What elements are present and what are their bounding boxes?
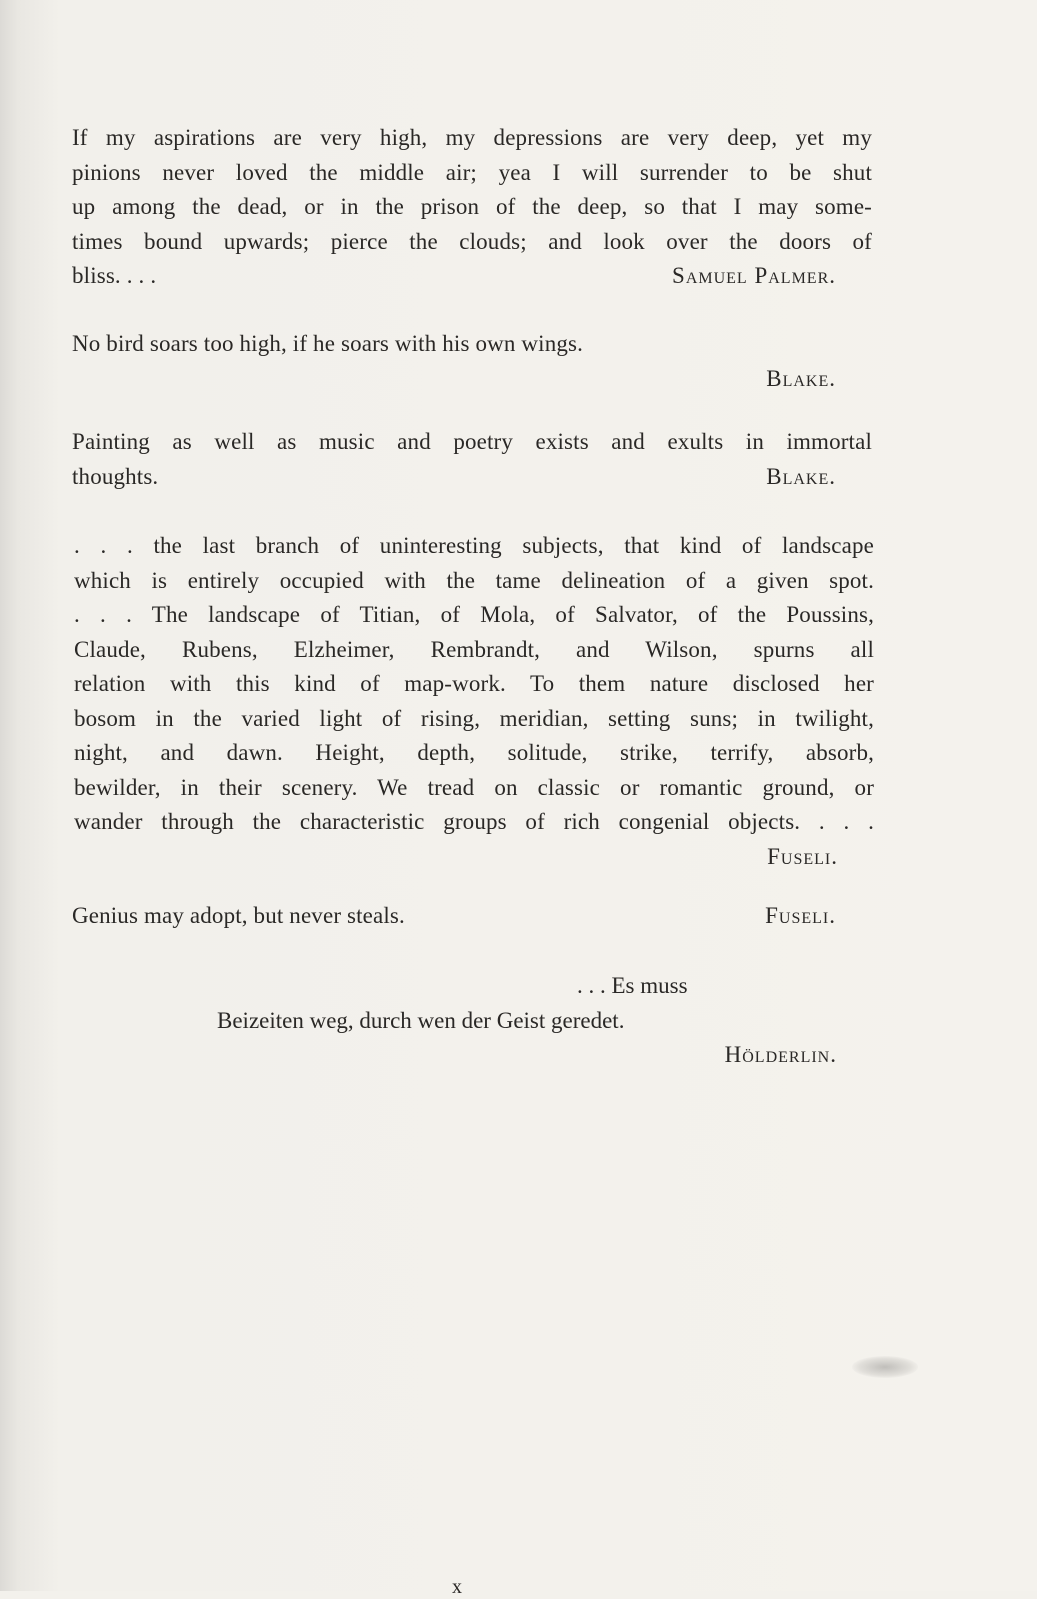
quote-line: No bird soars too high, if he soars with his own wings.: [72, 331, 584, 356]
paper-smudge: [852, 1356, 918, 1378]
quote-last-line-row: [72, 899, 872, 934]
quote-attribution: Blake.: [766, 365, 836, 391]
quote-line: bosom in the varied light of rising, meridian, setting suns; in twilight,: [74, 705, 874, 731]
quote-attribution: Samuel Palmer.: [672, 263, 836, 288]
quote-blake-wings: [72, 327, 872, 396]
verse-line: . . . Es muss: [577, 973, 688, 998]
quote-line: Claude, Rubens, Elzheimer, Rembrandt, and Wilson, spurns all: [74, 636, 874, 662]
page-number: x: [452, 1576, 462, 1598]
quote-blake-painting: [72, 425, 872, 494]
quote-line: times bound upwards; pierce the clouds; and look over the doors of: [72, 228, 872, 254]
quote-last-line-row: [72, 460, 872, 495]
quote-line: up among the dead, or in the prison of the deep, so that I may some-: [72, 194, 872, 219]
quote-line: thoughts.: [72, 463, 159, 489]
quote-line: Painting as well as music and poetry exists and exults in immortal: [72, 429, 872, 454]
quote-holderlin: [217, 969, 837, 1073]
quote-line: Genius may adopt, but never steals.: [72, 903, 405, 928]
quote-attribution: Fuseli.: [767, 843, 838, 869]
quote-line: bliss. . . .: [72, 263, 157, 288]
quote-attribution: Blake.: [766, 463, 836, 489]
quote-fuseli-landscape: [74, 529, 874, 874]
quote-line: wander through the characteristic groups of rich congenial objects. . . .: [74, 809, 874, 834]
quote-line: If my aspirations are very high, my depressions are very deep, yet my: [72, 125, 872, 150]
quote-line: night, and dawn. Height, depth, solitude, strike, terrify, absorb,: [74, 740, 874, 765]
quote-palmer: [72, 121, 872, 294]
quote-line: which is entirely occupied with the tame delineation of a given spot.: [74, 567, 874, 593]
quote-line: bewilder, in their scenery. We tread on classic or romantic ground, or: [74, 774, 874, 800]
quote-attribution: Fuseli.: [765, 903, 836, 928]
quote-line: relation with this kind of map-work. To them nature disclosed her: [74, 671, 874, 696]
quote-fuseli-genius: [72, 899, 872, 934]
verse-line: Beizeiten weg, durch wen der Geist geredet.: [217, 1007, 625, 1033]
quote-line: . . . The landscape of Titian, of Mola, of Salvator, of the Poussins,: [74, 602, 874, 627]
quote-last-line-row: [72, 259, 872, 294]
quote-line: . . . the last branch of uninteresting subjects, that kind of landscape: [74, 533, 874, 558]
quote-line: pinions never loved the middle air; yea I will surrender to be shut: [72, 159, 872, 185]
quote-attribution: Hölderlin.: [724, 1042, 837, 1067]
